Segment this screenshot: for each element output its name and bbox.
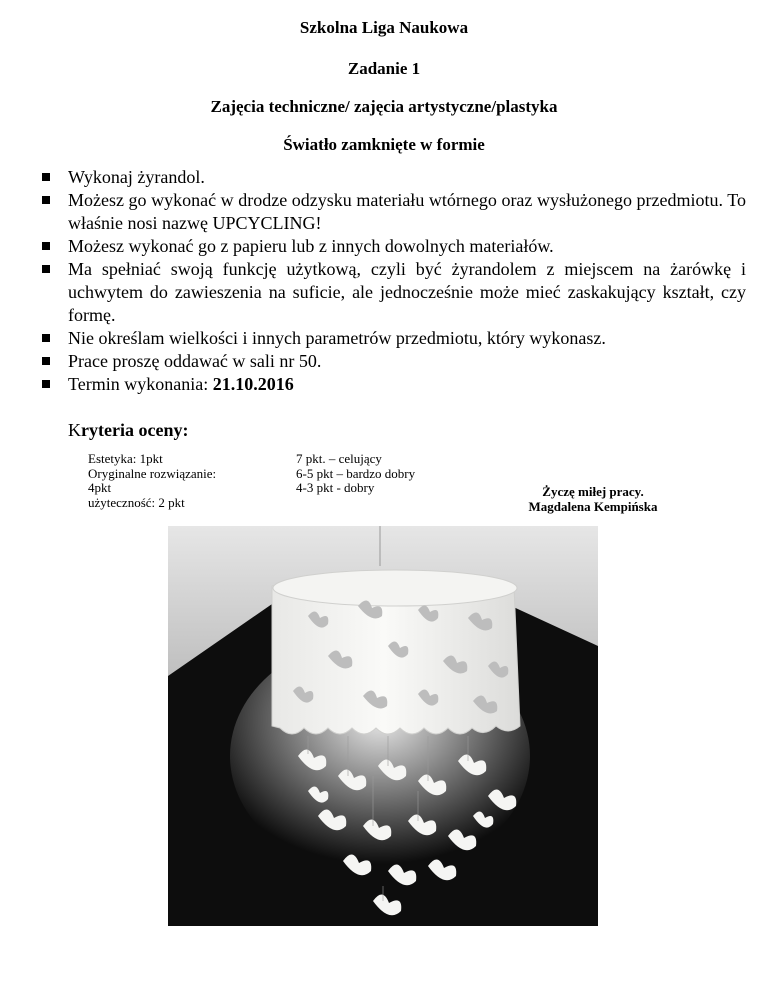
list-item-text: Możesz wykonać go z papieru lub z innych dowolnych materiałów. <box>68 236 554 256</box>
criteria-title-rest: ryteria oceny: <box>81 420 189 440</box>
deadline-label: Termin wykonania: <box>68 374 213 394</box>
grade-line: 4-3 pkt - dobry <box>296 480 375 495</box>
bullet-square-icon <box>42 334 50 342</box>
deadline-item <box>40 373 746 396</box>
list-item-text: Prace proszę oddawać w sali nr 50. <box>68 351 322 371</box>
bullet-square-icon <box>42 265 50 273</box>
signature-block <box>478 484 708 514</box>
list-item-text: Nie określam wielkości i innych parametrów przedmiotu, który wykonasz. <box>68 328 606 348</box>
bullet-square-icon <box>42 357 50 365</box>
bullet-square-icon <box>42 242 50 250</box>
list-item <box>40 189 746 235</box>
subject-heading: Zajęcia techniczne/ zajęcia artystyczne/plastyka <box>210 97 558 116</box>
grade-line: 6-5 pkt – bardzo dobry <box>296 465 416 481</box>
deadline-date: 21.10.2016 <box>212 374 294 394</box>
instructions-list <box>40 166 746 396</box>
list-item-text: Możesz go wykonać w drodze odzysku materiału wtórnego oraz wysłużonego przedmiotu. To właśnie nosi nazwę UPCYCLING! <box>68 190 746 233</box>
list-item-text: Ma spełniać swoją funkcję użytkową, czyli być żyrandolem z miejscem na żarówkę i uchwytem do zawieszenia na suficie, ale jednocześnie może mieć zaskakujący kształt, czy formę. <box>68 259 746 325</box>
list-item <box>40 258 746 327</box>
criteria-title-initial: K <box>68 420 81 440</box>
grade-line: 7 pkt. – celujący <box>296 451 382 466</box>
list-item <box>40 235 746 258</box>
chandelier-photo <box>168 526 598 926</box>
bullet-square-icon <box>42 380 50 388</box>
scoring-line: Oryginalne rozwiązanie: <box>88 465 217 481</box>
author-name: Magdalena Kempińska <box>528 499 658 514</box>
task-heading: Zadanie 1 <box>347 59 421 78</box>
closing-wish: Życzę miłej pracy. <box>542 484 644 499</box>
scoring-column <box>88 452 288 510</box>
list-item <box>40 350 746 373</box>
criteria-title <box>68 419 188 442</box>
chandelier-illustration <box>168 526 598 926</box>
list-item <box>40 166 746 189</box>
list-item <box>40 327 746 350</box>
bullet-square-icon <box>42 173 50 181</box>
bullet-square-icon <box>42 196 50 204</box>
scoring-line: Estetyka: 1pkt <box>88 451 163 466</box>
shade-top-rim <box>273 570 517 606</box>
organization-heading: Szkolna Liga Naukowa <box>299 18 469 37</box>
scoring-line: 4pkt <box>88 480 112 495</box>
grades-column <box>296 452 496 496</box>
topic-heading: Światło zamknięte w formie <box>283 135 485 154</box>
scoring-line: użyteczność: 2 pkt <box>88 494 185 510</box>
list-item-text: Wykonaj żyrandol. <box>68 167 205 187</box>
